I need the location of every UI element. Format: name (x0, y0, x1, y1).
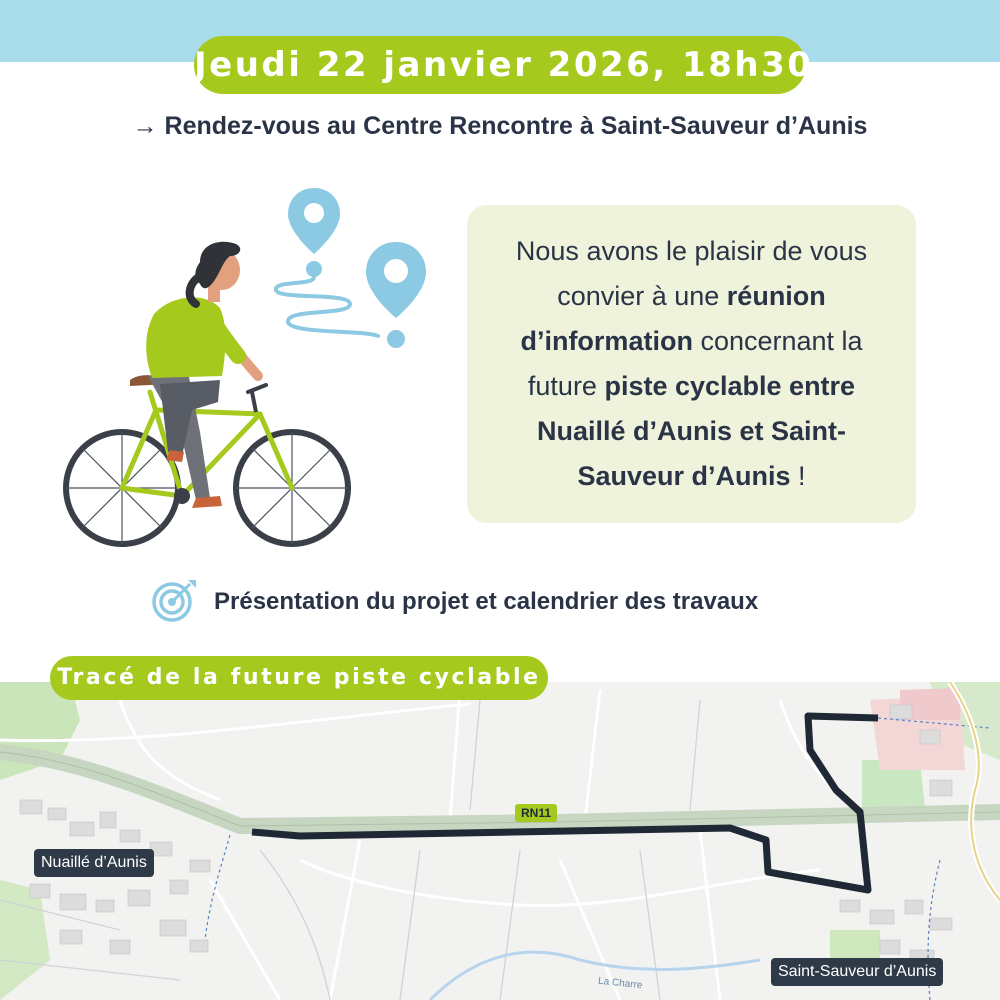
arrow-icon: → (132, 112, 158, 140)
invitation-text: concernant la future (527, 326, 863, 401)
town-label-end: Saint-Sauveur d’Aunis (771, 958, 943, 986)
map-pin-icon (288, 188, 340, 254)
town-label-start: Nuaillé d’Aunis (34, 849, 154, 877)
invitation-text: Nous avons le plaisir de vous convier à une (515, 236, 868, 311)
cyclist-illustration (60, 180, 440, 550)
meeting-point-text: Rendez-vous au Centre Rencontre à Saint-Sauveur d’Aunis (164, 112, 868, 140)
route-map (0, 682, 1000, 1000)
target-icon (152, 578, 200, 622)
map-pin-icon (366, 242, 426, 318)
agenda-item: Présentation du projet et calendrier des travaux (214, 588, 759, 615)
road-label-rn11: RN11 (515, 804, 557, 822)
river-label: La Charre (597, 975, 643, 992)
invitation-bold-route: piste cyclable entre Nuaillé d’Aunis et Saint-Sauveur d’Aunis (536, 371, 856, 491)
event-date-badge: Jeudi 22 janvier 2026, 18h30 (194, 36, 806, 94)
invitation-box (467, 205, 916, 523)
map-canvas (0, 682, 1000, 1000)
invitation-text: ! (790, 461, 806, 491)
map-title-badge: Tracé de la future piste cyclable (50, 656, 548, 700)
meeting-point (0, 112, 1000, 141)
invitation-bold-meeting: réunion d’information (520, 281, 826, 356)
